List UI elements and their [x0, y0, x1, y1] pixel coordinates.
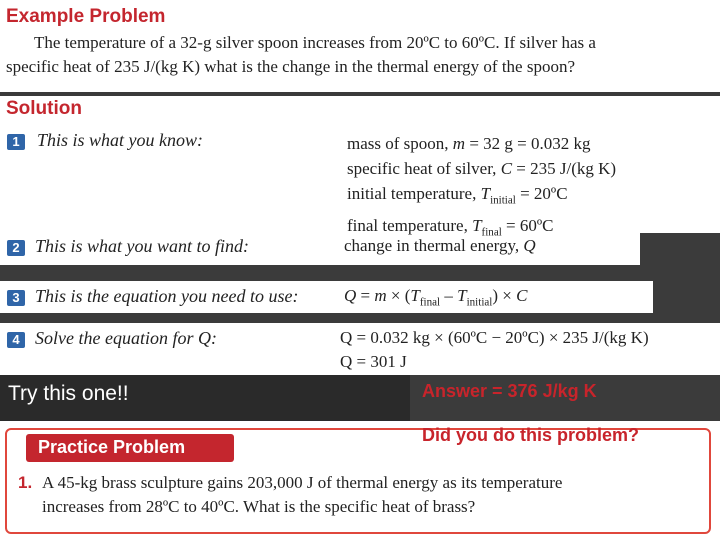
example-text-line1: The temperature of a 32-g silver spoon increases from 20ºC to 60ºC. If silver has a [34, 33, 596, 52]
practice-line-2: increases from 28ºC to 40ºC. What is the specific heat of brass? [42, 497, 476, 516]
known-final-temp: final temperature, $T_{final}$ = 60ºC [347, 216, 554, 239]
solve-line-1: Q = 0.032 kg × (60ºC − 20ºC) × 235 J/(kg K) [340, 328, 649, 347]
step-number-3: 3 [7, 290, 25, 306]
step-2 [7, 236, 249, 257]
solve-line-2: Q = 301 J [340, 352, 407, 371]
step-3 [7, 286, 298, 307]
equation: $Q = m \times (T_{final} - T_{initial}) \times C$ [344, 286, 528, 309]
find-quantity: change in thermal energy, Q [344, 236, 536, 255]
solve-steps [340, 326, 649, 374]
practice-line-1: A 45-kg brass sculpture gains 203,000 J of thermal energy as its temperature [42, 473, 563, 492]
step-4 [7, 328, 217, 349]
dark-strip-full [0, 265, 720, 281]
known-values [347, 131, 616, 246]
step-number-2: 2 [7, 240, 25, 256]
step-3-prompt: This is the equation you need to use: [35, 286, 299, 306]
step-4-prompt: Solve the equation for Q: [35, 328, 217, 348]
known-mass: mass of spoon, m = 32 g = 0.032 kg [347, 134, 591, 153]
step-1-prompt: This is what you know: [37, 130, 204, 150]
step-1 [7, 130, 203, 151]
known-specific-heat: specific heat of silver, C = 235 J/(kg K) [347, 159, 617, 178]
example-text-line2: specific heat of 235 J/(kg K) what is the change in the thermal energy of the spoon? [6, 57, 576, 76]
step-number-1: 1 [7, 134, 25, 150]
dark-strip-right [640, 233, 720, 265]
step-2-prompt: This is what you want to find: [35, 236, 250, 256]
section-divider [0, 92, 720, 96]
example-title: Example Problem [6, 6, 166, 27]
known-initial-temp: initial temperature, $T_{initial}$ = 20ºC [347, 184, 568, 207]
step-number-4: 4 [7, 332, 25, 348]
did-you-text: Did you do this problem? [422, 425, 639, 445]
practice-title: Practice Problem [38, 437, 186, 457]
try-text: Try this one!! [8, 382, 129, 405]
dark-strip-step3-right [653, 281, 720, 313]
solution-title: Solution [6, 98, 82, 119]
dark-strip-step4 [0, 313, 720, 323]
practice-number: 1. [18, 473, 33, 492]
answer-text: Answer = 376 J/kg K [422, 381, 597, 401]
